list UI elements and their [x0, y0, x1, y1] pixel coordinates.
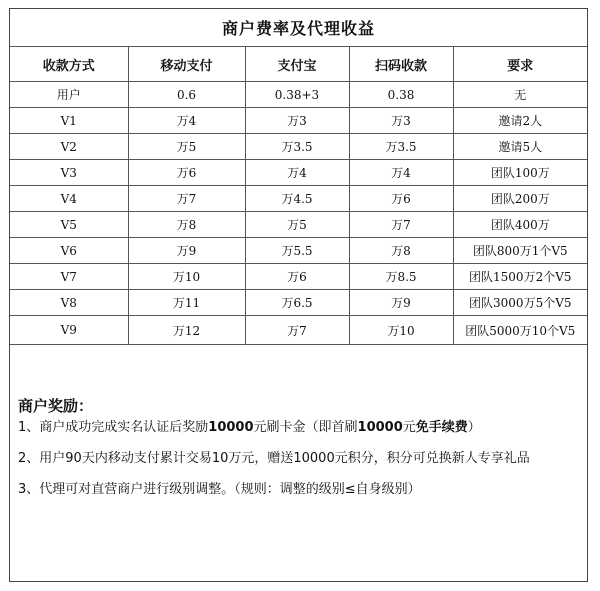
table-cell: 万6 [349, 186, 453, 212]
table-row [10, 82, 587, 108]
table-cell: V2 [10, 134, 128, 160]
table-cell: 邀请2人 [453, 108, 587, 134]
table-cell: 万12 [128, 316, 245, 345]
column-header: 移动支付 [128, 47, 245, 82]
table-cell: 团队200万 [453, 186, 587, 212]
table-cell: 万4 [128, 108, 245, 134]
table-cell: 万3.5 [349, 134, 453, 160]
table-cell: V8 [10, 290, 128, 316]
table-cell: 万8.5 [349, 264, 453, 290]
table-cell: 万10 [128, 264, 245, 290]
table-cell: 用户 [10, 82, 128, 108]
table-cell: 万6 [128, 160, 245, 186]
reward-amount: 10000 [208, 420, 254, 435]
table-cell: V3 [10, 160, 128, 186]
table-cell: 团队3000万5个V5 [453, 290, 587, 316]
table-cell: 万3 [349, 108, 453, 134]
table-cell: 万8 [128, 212, 245, 238]
merchant-rewards-section [18, 397, 580, 499]
table-cell: 万5.5 [245, 238, 349, 264]
table-row [10, 264, 587, 290]
column-header: 支付宝 [245, 47, 349, 82]
table-row [10, 108, 587, 134]
table-cell: 万5 [245, 212, 349, 238]
table-cell: 万10 [349, 316, 453, 345]
column-header: 收款方式 [10, 47, 128, 82]
table-cell: 万5 [128, 134, 245, 160]
table-cell: 团队1500万2个V5 [453, 264, 587, 290]
reward-item-3: 3、代理可对直营商户进行级别调整。（规则：调整的级别≤自身级别） [18, 482, 421, 497]
fee-rate-document [9, 8, 588, 582]
table-title: 商户费率及代理收益 [10, 9, 587, 47]
table-cell: V6 [10, 238, 128, 264]
table-cell: 万11 [128, 290, 245, 316]
reward-text: ） [467, 420, 481, 435]
column-header: 扫码收款 [349, 47, 453, 82]
table-cell: 0.38+3 [245, 82, 349, 108]
table-cell: 万7 [128, 186, 245, 212]
table-cell: 万9 [128, 238, 245, 264]
rewards-heading: 商户奖励： [18, 397, 94, 415]
table-cell: 万3 [245, 108, 349, 134]
table-cell: 万4.5 [245, 186, 349, 212]
table-cell: 团队400万 [453, 212, 587, 238]
table-row [10, 316, 587, 345]
table-row [10, 134, 587, 160]
table-cell: V5 [10, 212, 128, 238]
table-cell: V7 [10, 264, 128, 290]
reward-amount: 10000 [357, 420, 403, 435]
table-row [10, 290, 587, 316]
reward-item-1 [18, 418, 580, 437]
table-cell: 团队100万 [453, 160, 587, 186]
table-cell: 万7 [245, 316, 349, 345]
table-cell: V4 [10, 186, 128, 212]
table-cell: V9 [10, 316, 128, 345]
table-row [10, 212, 587, 238]
table-cell: 邀请5人 [453, 134, 587, 160]
table-row [10, 238, 587, 264]
table-cell: 万6 [245, 264, 349, 290]
table-cell: 万8 [349, 238, 453, 264]
reward-highlight: 免手续费 [415, 420, 468, 435]
reward-text: 元 [402, 420, 416, 435]
table-cell: 万9 [349, 290, 453, 316]
reward-text: 1、商户成功完成实名认证后奖励 [18, 420, 209, 435]
table-cell: 万4 [245, 160, 349, 186]
table-cell: 团队800万1个V5 [453, 238, 587, 264]
table-cell: 万4 [349, 160, 453, 186]
reward-item-2: 2、用户90天内移动支付累计交易10万元，赠送10000元积分，积分可兑换新人专享礼品 [18, 451, 530, 466]
table-row [10, 160, 587, 186]
table-cell: 团队5000万10个V5 [453, 316, 587, 345]
table-cell: 万3.5 [245, 134, 349, 160]
table-cell: V1 [10, 108, 128, 134]
reward-text: 元刷卡金（即首刷 [253, 420, 358, 435]
header-row [10, 47, 587, 82]
table-cell: 万6.5 [245, 290, 349, 316]
table-cell: 万7 [349, 212, 453, 238]
fee-rate-table [10, 9, 587, 345]
table-cell: 无 [453, 82, 587, 108]
column-header: 要求 [453, 47, 587, 82]
table-row [10, 186, 587, 212]
table-cell: 0.38 [349, 82, 453, 108]
table-cell: 0.6 [128, 82, 245, 108]
